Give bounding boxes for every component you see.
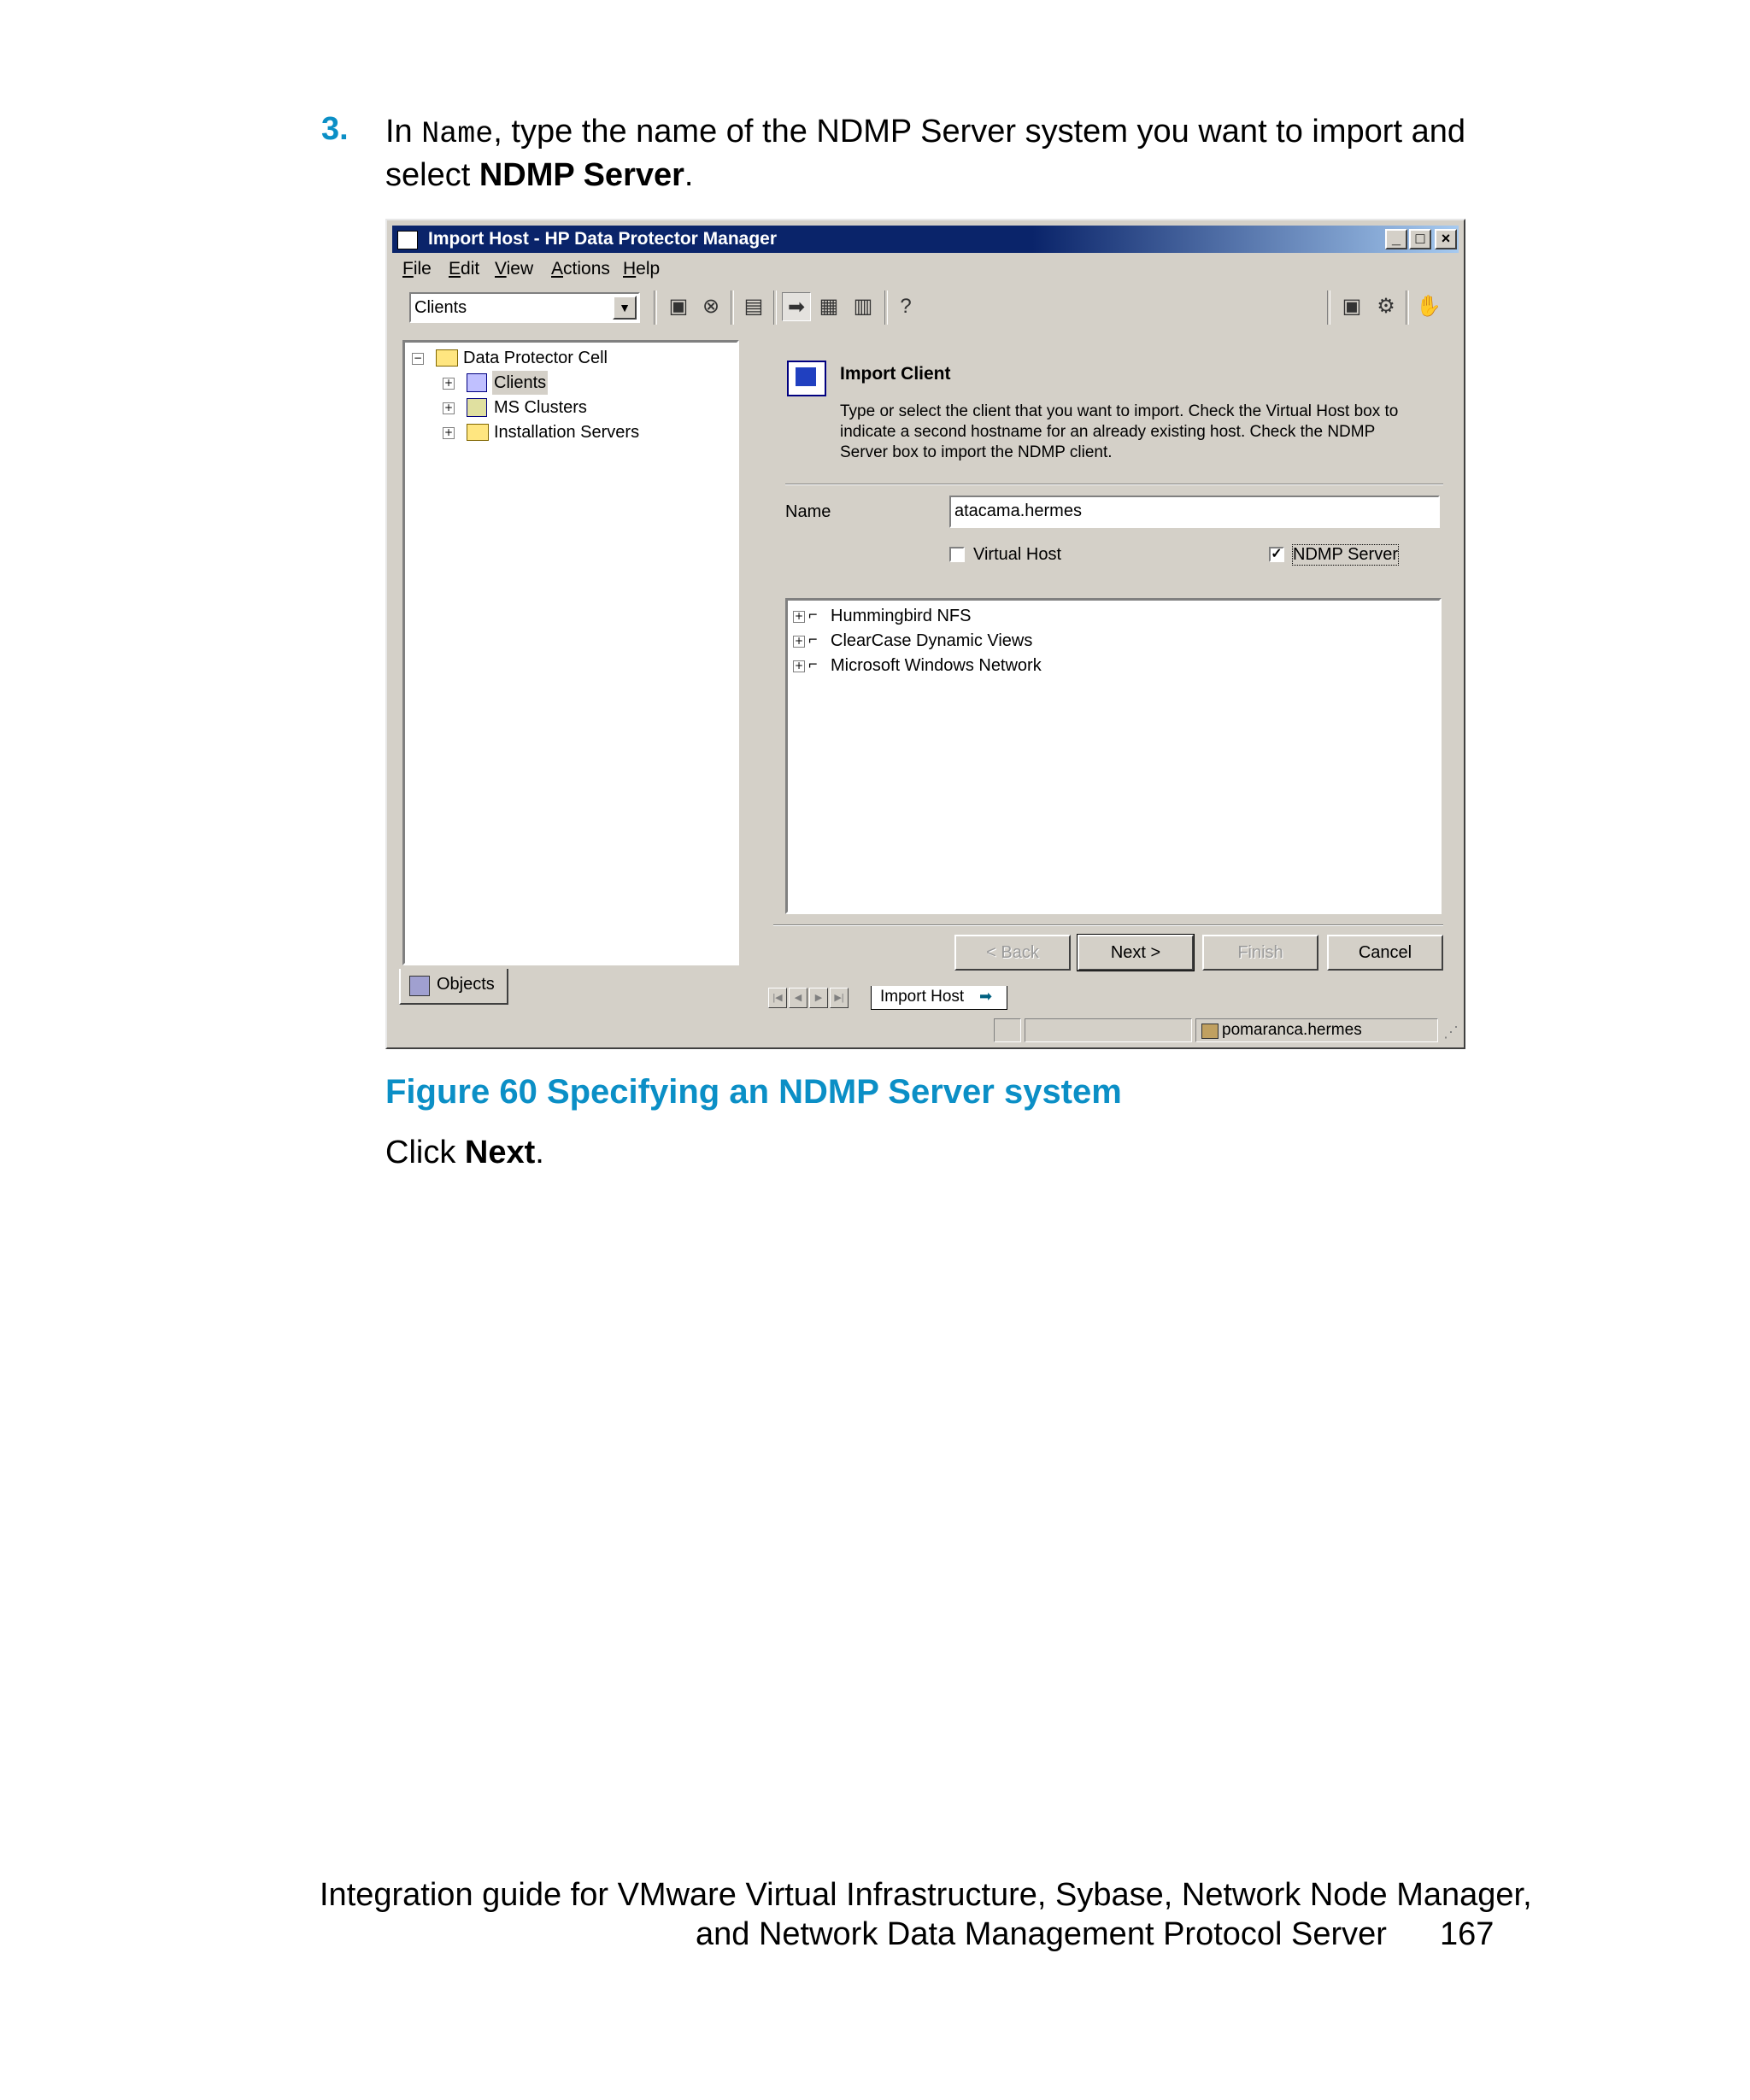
tab-import-host-label: Import Host	[880, 988, 965, 1006]
window-tabs	[768, 986, 1452, 1012]
wizard-title: Import Client	[840, 364, 951, 384]
server-icon	[1201, 1024, 1219, 1039]
network-icon: ⌐	[808, 606, 818, 623]
ndmp-server-checkbox[interactable]: ✓	[1269, 547, 1284, 562]
title-bar	[392, 226, 1459, 253]
wizard-description: Type or select the client that you want to import. Check the Virtual Host box to indicate a second hostname for an already existing host. Check the NDMP Server box to import the NDMP client.	[840, 402, 1399, 461]
import-client-icon	[787, 361, 826, 396]
status-panel	[994, 1018, 1021, 1042]
next-button[interactable]: Next >	[1078, 935, 1194, 971]
click-prefix: Click	[385, 1135, 465, 1170]
folder-icon	[436, 349, 458, 367]
tree-item-label: Installation Servers	[494, 423, 640, 442]
clients-icon[interactable]: ▣	[668, 295, 689, 318]
status-server-panel	[1195, 1018, 1438, 1042]
maximize-button[interactable]: □	[1409, 229, 1431, 249]
virtual-host-checkbox[interactable]	[949, 547, 965, 562]
footer-line-1: Integration guide for VMware Virtual Infrastructure, Sybase, Network Node Manager,	[320, 1877, 1532, 1913]
figure-caption: Figure 60 Specifying an NDMP Server system	[385, 1073, 1122, 1111]
network-icon: ⌐	[808, 655, 818, 672]
toolbar	[392, 285, 1459, 328]
ndmp-server-label: NDMP Server	[1293, 545, 1398, 564]
menu-file[interactable]: File	[402, 259, 432, 279]
tree-item-label: Clients	[492, 371, 548, 395]
expand-icon[interactable]: +	[794, 635, 804, 647]
page-number: 167	[1440, 1916, 1495, 1952]
name-input[interactable]	[949, 496, 1440, 528]
expand-icon[interactable]: +	[443, 426, 454, 438]
import-icon: ➡	[979, 988, 993, 1005]
menu-help[interactable]: Help	[623, 259, 661, 279]
finish-button[interactable]: Finish	[1202, 935, 1318, 971]
list-item-label: Microsoft Windows Network	[831, 656, 1042, 675]
wizard-pane	[765, 335, 1450, 977]
cancel-button[interactable]: Cancel	[1327, 935, 1443, 971]
virtual-host-label: Virtual Host	[973, 545, 1062, 564]
scoping-pane	[402, 340, 739, 965]
list-item-label: Hummingbird NFS	[831, 607, 972, 625]
new-client-icon[interactable]: ▣	[1342, 295, 1362, 318]
status-bar	[392, 1017, 1459, 1046]
status-server: pomaranca.hermes	[1222, 1021, 1362, 1039]
click-bold: Next	[464, 1135, 536, 1170]
tab-objects[interactable]	[399, 969, 508, 1005]
click-end: .	[535, 1135, 544, 1170]
step-name-code: Name	[421, 117, 494, 151]
first-tab-icon[interactable]: |◀	[768, 988, 787, 1008]
context-combo[interactable]	[409, 292, 640, 323]
tab-objects-label: Objects	[437, 975, 495, 994]
hand-icon[interactable]: ✋	[1416, 295, 1442, 318]
import-icon[interactable]: ➡	[782, 292, 811, 321]
app-icon	[397, 231, 418, 249]
step-bold: NDMP Server	[479, 157, 684, 193]
minimize-button[interactable]: _	[1385, 229, 1407, 249]
network-icon[interactable]: ⚙	[1377, 295, 1395, 318]
tree-item-label: MS Clusters	[494, 398, 587, 417]
collapse-icon[interactable]: −	[413, 352, 423, 364]
help-icon[interactable]: ?	[900, 295, 912, 318]
folder-icon	[467, 424, 489, 441]
expand-icon[interactable]: +	[443, 402, 454, 414]
window-title: Import Host - HP Data Protector Manager	[428, 229, 778, 249]
network-icon: ⌐	[808, 631, 818, 648]
name-input-value: atacama.hermes	[954, 502, 1082, 520]
step-end: .	[684, 157, 694, 193]
context-combo-value: Clients	[414, 298, 467, 317]
expand-icon[interactable]: +	[794, 660, 804, 672]
prev-tab-icon[interactable]: ◀	[789, 988, 807, 1008]
menu-view[interactable]: View	[495, 259, 534, 279]
list-item-label: ClearCase Dynamic Views	[831, 631, 1033, 650]
divider	[785, 484, 1443, 485]
toolbar-separator	[731, 290, 734, 325]
step-in: In	[385, 114, 422, 150]
footer-line-2: and Network Data Management Protocol Server	[696, 1916, 1387, 1952]
last-tab-icon[interactable]: ▶|	[830, 988, 849, 1008]
menu-actions[interactable]: Actions	[551, 259, 610, 279]
chevron-down-icon[interactable]: ▼	[613, 296, 637, 320]
expand-icon[interactable]: +	[794, 610, 804, 622]
close-button[interactable]: ×	[1435, 229, 1457, 249]
name-label: Name	[785, 502, 831, 521]
click-instruction	[385, 1135, 544, 1171]
divider	[773, 924, 1443, 926]
network-list	[785, 598, 1442, 914]
step-instruction	[385, 111, 1496, 196]
toolbar-separator	[1327, 290, 1330, 325]
stop-icon[interactable]: ⊗	[702, 295, 720, 318]
step-number: 3.	[321, 111, 349, 147]
toolbar-separator	[773, 290, 777, 325]
clients-icon	[467, 373, 487, 392]
menu-edit[interactable]: Edit	[449, 259, 480, 279]
expand-icon[interactable]: +	[443, 377, 454, 389]
step-mid: , type the name of the NDMP Server system you want to import and select	[385, 114, 1465, 193]
toolbar-separator	[884, 290, 888, 325]
window-icon[interactable]: ▤	[743, 295, 764, 318]
toolbar-separator	[1406, 290, 1409, 325]
tab-import-host[interactable]	[871, 986, 1007, 1010]
toolbar-separator	[654, 290, 657, 325]
back-button[interactable]: < Back	[954, 935, 1071, 971]
properties-icon[interactable]: ▥	[853, 295, 873, 318]
clusters-icon	[467, 398, 487, 417]
import-host-window	[385, 219, 1465, 1049]
objects-icon	[409, 976, 430, 996]
next-tab-icon[interactable]: ▶	[809, 988, 828, 1008]
tree-root-label: Data Protector Cell	[463, 349, 608, 367]
status-panel	[1025, 1018, 1192, 1042]
list-icon[interactable]: ▦	[819, 295, 839, 318]
resize-grip-icon[interactable]: ⋰	[1443, 1024, 1459, 1041]
